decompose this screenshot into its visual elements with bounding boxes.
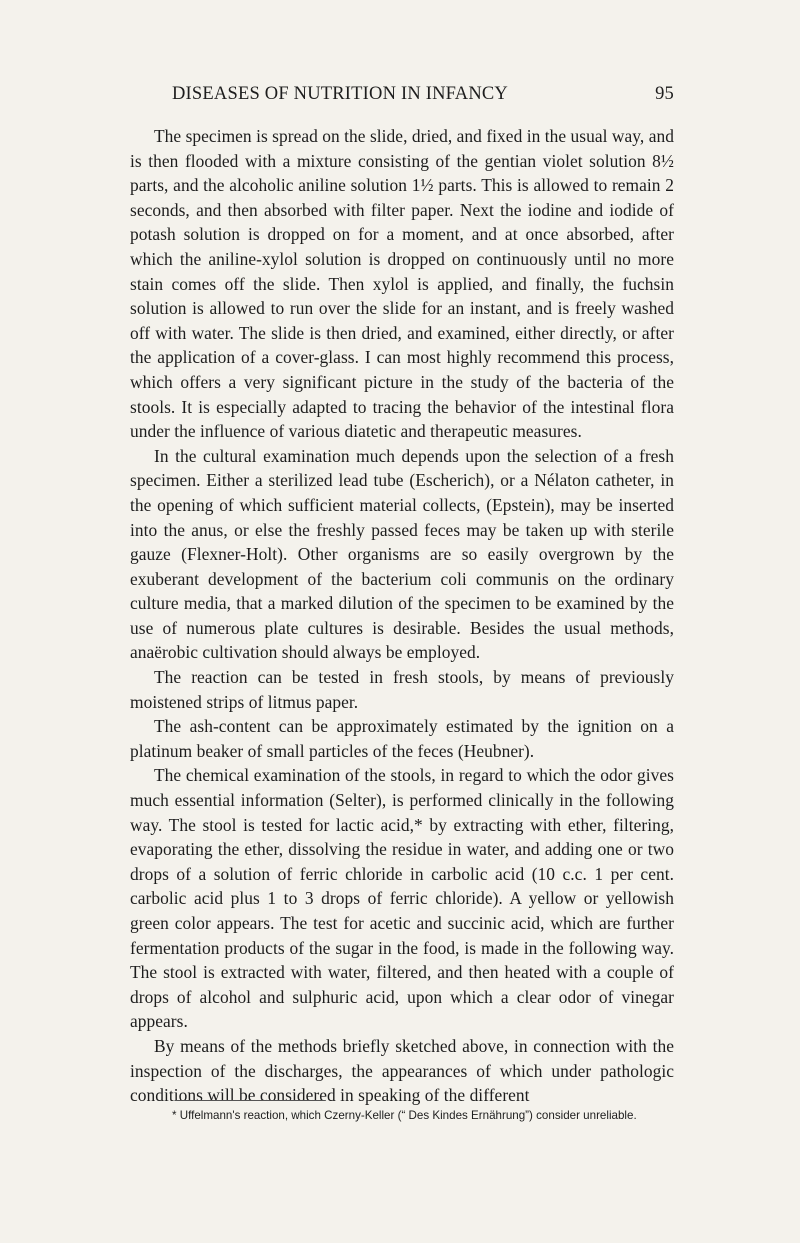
- paragraph-cultural-examination: In the cultural examination much depends upon the selection of a fresh specimen. Either a sterilized lead tube (Escherich), or a Nélaton catheter, in the opening of which sufficient material collects, (Epstein), may be inserted into the anus, or else the freshly passed feces may be taken up with sterile gauze (Flexner-Holt). Other organisms are so easily overgrown by the exuberant development of the bacterium coli communis on the ordinary culture media, that a marked dilution of the specimen to be examined by the use of numerous plate cultures is desirable. Besides the usual methods, anaërobic cultivation should always be employed.: [130, 445, 674, 663]
- body-text: [130, 124, 674, 1108]
- paragraph-ash-content: The ash-content can be approximately estimated by the ignition on a platinum beaker of small particles of the feces (Heubner).: [130, 716, 674, 761]
- paragraph-reaction-test: The reaction can be tested in fresh stools, by means of previously moistened strips of litmus paper.: [130, 667, 674, 712]
- paragraph-staining-method: The specimen is spread on the slide, dried, and fixed in the usual way, and is then flooded with a mixture consisting of the gentian violet solution 8½ parts, and the alcoholic aniline solution 1½ parts. This is allowed to remain 2 seconds, and then absorbed with filter paper. Next the iodine and iodide of potash solution is dropped on for a moment, and at once absorbed, after which the aniline-xylol solution is dropped on continuously until no more stain comes off the slide. Then xylol is applied, and finally, the fuchsin solution is allowed to run over the slide for an instant, and is freely washed off with water. The slide is then dried, and examined, either directly, or after the application of a cover-glass. I can most highly recommend this process, which offers a very significant picture in the study of the bacteria of the stools. It is especially adapted to tracing the behavior of the intestinal flora under the influence of various diatetic and therapeutic measures.: [130, 126, 674, 442]
- page-number: 95: [655, 84, 674, 104]
- footnote: * Uffelmann's reaction, which Czerny-Keller (“ Des Kindes Ernährung”) consider unreliable.: [172, 1109, 637, 1122]
- footnote-divider: [175, 1100, 325, 1101]
- paragraph-chemical-examination: The chemical examination of the stools, in regard to which the odor gives much essential information (Selter), is performed clinically in the following way. The stool is tested for lactic acid,* by extracting with ether, filtering, evaporating the ether, dissolving the residue in water, and adding one or two drops of a solution of ferric chloride in carbolic acid (10 c.c. 1 per cent. carbolic acid plus 1 to 3 drops of ferric chloride). A yellow or yellowish green color appears. The test for acetic and succinic acid, which are further fermentation products of the sugar in the food, is made in the following way. The stool is extracted with water, filtered, and then heated with a couple of drops of alcohol and sulphuric acid, upon which a clear odor of vinegar appears.: [130, 765, 674, 1032]
- paragraph-conclusion: By means of the methods briefly sketched above, in connection with the inspection of the discharges, the appearances of which under pathologic conditions will be considered in speaking of the different: [130, 1035, 674, 1106]
- running-title: DISEASES OF NUTRITION IN INFANCY: [172, 84, 508, 104]
- running-header: [172, 84, 674, 112]
